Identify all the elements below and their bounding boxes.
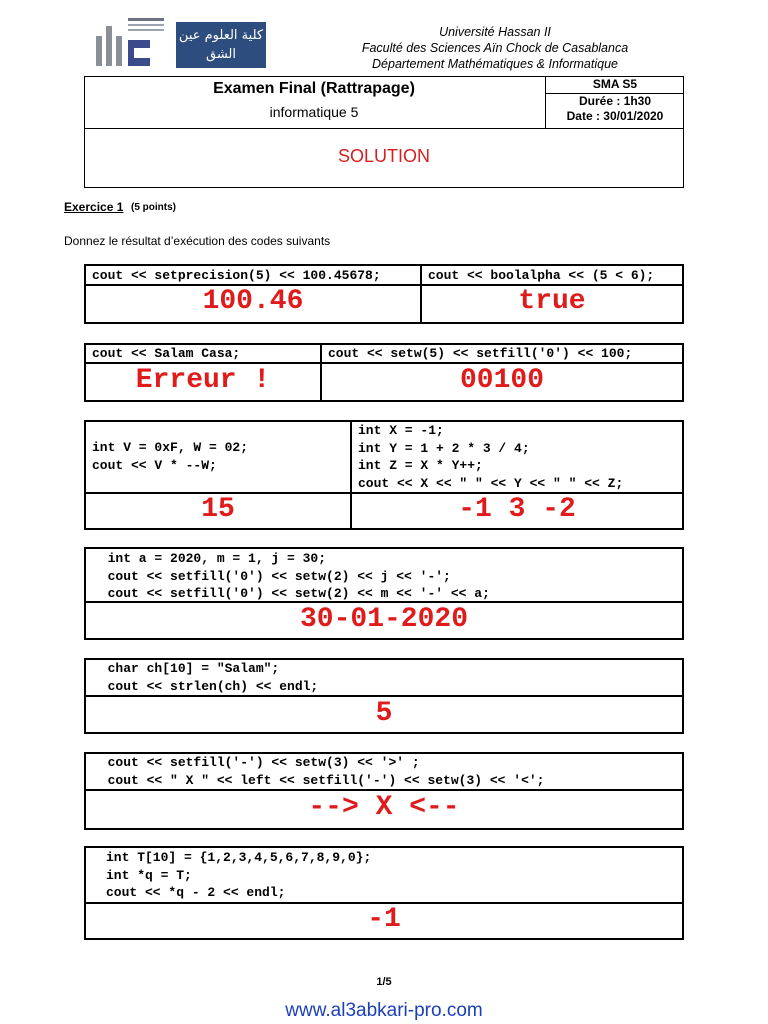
answer-text: Erreur ! — [135, 365, 271, 396]
solution-label: SOLUTION — [337, 146, 430, 166]
exam-subject: informatique 5 — [269, 104, 359, 120]
question-box-3 — [84, 420, 684, 530]
answer-text: 00100 — [459, 365, 544, 396]
code-snippet: int X = -1; int Y = 1 + 2 * 3 / 4; int Z = X * Y++; cout << X << " " << Y << " " << Z; — [358, 423, 624, 491]
answer-text: 30-01-2020 — [299, 604, 469, 635]
website-link[interactable]: www.al3abkari-pro.com — [285, 1000, 483, 1021]
department-name: Département Mathématiques & Informatique — [372, 57, 618, 71]
code-snippet: int V = 0xF, W = 02; cout << V * --W; — [92, 440, 249, 473]
question-box-2 — [84, 343, 684, 402]
exercise-title: Exercice 1 — [64, 200, 124, 214]
faculty-name: Faculté des Sciences Aïn Chock de Casablanca — [361, 41, 629, 55]
code-snippet: cout << setprecision(5) << 100.45678; — [92, 268, 381, 283]
exercise-instruction: Donnez le résultat d’exécution des codes suivants — [64, 234, 331, 248]
answer-text: -1 — [367, 904, 401, 935]
code-snippet: cout << setw(5) << setfill('0') << 100; — [328, 346, 633, 361]
exam-duration: Durée : 1h30 — [578, 94, 652, 108]
code-snippet: cout << boolalpha << (5 < 6); — [428, 268, 655, 283]
exam-title: Examen Final (Rattrapage) — [213, 80, 415, 97]
code-snippet: int a = 2020, m = 1, j = 30; cout << setfill('0') << setw(2) << j << '-'; cout << setfill('0') << setw(2) << m << '-' << a; — [107, 551, 490, 601]
question-box-6 — [84, 752, 684, 830]
faculty-logo — [176, 22, 266, 68]
question-box-5 — [84, 658, 684, 734]
code-snippet: int T[10] = {1,2,3,4,5,6,7,8,9,0}; int *q = T; cout << *q - 2 << endl; — [106, 850, 372, 900]
exam-info-box — [545, 76, 684, 128]
university-name: Université Hassan II — [439, 25, 551, 39]
exercise-points: (5 points) — [131, 202, 176, 213]
code-snippet: cout << Salam Casa; — [92, 346, 241, 361]
question-box-4 — [84, 547, 684, 640]
university-info — [330, 24, 660, 72]
exam-date: Date : 30/01/2020 — [566, 109, 664, 123]
code-snippet: cout << setfill('-') << setw(3) << '>' ; cout << " X " << left << setfill('-') << setw(3) << '<'; — [107, 755, 545, 788]
university-logo — [92, 16, 166, 70]
answer-text: --> X <-- — [308, 792, 460, 823]
answer-text: 15 — [201, 494, 235, 525]
answer-text: 100.46 — [202, 286, 304, 317]
question-box-1 — [84, 264, 684, 324]
page-number: 1/5 — [376, 976, 392, 988]
faculty-logo-text: كلية العلوم عين الشق — [178, 28, 264, 62]
answer-text: 5 — [375, 698, 393, 729]
question-box-7 — [84, 846, 684, 940]
answer-text: -1 3 -2 — [458, 494, 576, 525]
answer-text: true — [518, 286, 586, 317]
code-snippet: char ch[10] = "Salam"; cout << strlen(ch) << endl; — [107, 661, 319, 694]
exam-class: SMA S5 — [592, 77, 638, 91]
